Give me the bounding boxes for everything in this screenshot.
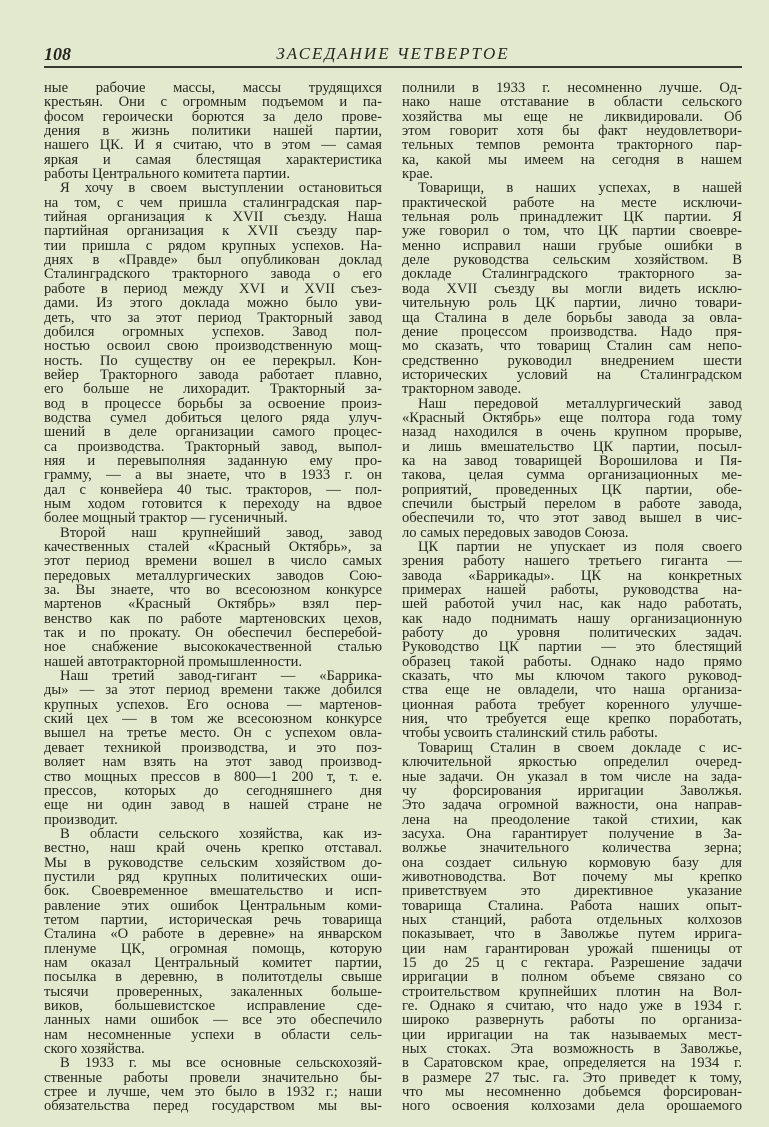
- text-line: образец такой работы. Однако надо прямо: [402, 654, 742, 670]
- text-line: широко развернуть работы по организа-: [402, 1013, 742, 1028]
- text-line: нако наше отставание в области сельского: [402, 95, 742, 110]
- text-line: нам оказал Центральный комитет партии,: [44, 955, 382, 971]
- paragraph: [44, 827, 382, 1057]
- paragraph: [44, 526, 382, 669]
- running-title: ЗАСЕДАНИЕ ЧЕТВЕРТОЕ: [276, 44, 510, 63]
- text-line: дение процессом производства. Надо пря-: [402, 324, 742, 340]
- text-line: ка, какой мы имеем на сегодня в нашем: [402, 152, 742, 168]
- text-line: назад находился в очень крупном прорыве,: [402, 425, 742, 440]
- text-line: тетом партии, историческая речь товарища: [44, 912, 382, 928]
- text-line: водства сумел добиться целого ряда улуч-: [44, 410, 382, 426]
- text-line: этом говорит хотя бы факт неудовлетвори-: [402, 124, 742, 139]
- text-line: животноводства. Вот почему мы крепко: [402, 869, 742, 885]
- text-line: как надо поднимать нашу организационную: [402, 611, 742, 627]
- text-line: ностью освоил свою производственную мощ-: [44, 339, 382, 354]
- text-line: фосом героически борются за дело прове-: [44, 109, 382, 125]
- text-line: зрения работу нашего третьего гиганта —: [402, 554, 742, 569]
- text-line: вод в процессе борьбы за освоение произ-: [44, 396, 382, 411]
- text-line: мо сказать, что товарищ Сталин сам непо-: [402, 339, 742, 354]
- text-line: хозяйства мы еще не ликвидировали. Об: [402, 109, 742, 125]
- text-line: венство как по работе мартеновских цехов,: [44, 611, 382, 627]
- text-line: крестьян. Они с огромным подъемом и па-: [44, 95, 382, 110]
- text-line: вестно, наш край очень крепко отставал.: [44, 841, 382, 856]
- text-line: Товарищ Сталин в своем докладе с ис-: [418, 740, 742, 756]
- text-line: ных стоках. Эта возможность в Заволжье,: [402, 1042, 742, 1057]
- text-line: вышел на третье место. Он с успехом овла-: [44, 726, 382, 741]
- text-line: шений в деле организации самого процес-: [44, 425, 382, 440]
- page-header: [44, 44, 742, 68]
- text-line: она создает сильную кормовую базу для: [402, 855, 742, 870]
- text-line: ирригации в полном объеме связано со: [402, 970, 742, 985]
- text-line: обязательства перед государством мы вы-: [44, 1099, 382, 1114]
- text-line: ния, что требуется еще крепко поработать,: [402, 712, 742, 727]
- text-line: деть, что за этот период Тракторный завод: [44, 310, 382, 325]
- text-line: так и по прокату. Он обеспечил бесперебой-: [44, 626, 382, 641]
- text-line: ща Сталина в деле борьбы завода за овла-: [402, 310, 742, 325]
- text-line: ды» — за этот период времени также добился: [44, 683, 382, 698]
- text-line: Сталина «О работе в деревне» на январском: [44, 927, 382, 942]
- text-line: практической работе на месте исключи-: [402, 195, 742, 211]
- text-line: яркая и самая блестящая характеристика: [44, 152, 382, 168]
- paragraph: [44, 669, 382, 827]
- text-line: шей работой учил нас, как надо работать,: [402, 597, 742, 612]
- text-line: работы Центрального комитета партии.: [44, 167, 291, 182]
- text-line: за. Вы знаете, что во всесоюзном конкурсе: [44, 583, 382, 598]
- text-column-right: [402, 81, 742, 1114]
- text-line: ных станций, работа отдельных колхозов: [402, 912, 742, 928]
- text-line: передовых металлургических заводов Сою-: [44, 568, 382, 584]
- text-line: ные задачи. Он указал в том числе на зада-: [402, 769, 742, 784]
- text-line: чительную роль ЦК партии, лично товари-: [402, 296, 742, 311]
- text-line: спечили быстрый перелом в работе завода,: [402, 496, 742, 512]
- text-line: и лишь вмешательство ЦК партии, посыл-: [402, 439, 742, 454]
- text-line: лена на преодоление такой стихии, как: [402, 812, 742, 827]
- text-line: В 1933 г. мы все основные сельскохозяй-: [60, 1056, 382, 1071]
- text-line: качественных сталей «Красный Октябрь», за: [44, 540, 382, 555]
- paragraph: [402, 397, 742, 540]
- text-line: ского хозяйства.: [44, 1042, 145, 1057]
- paragraph: [402, 81, 742, 181]
- text-line: нам несомненные успехи в области сель-: [44, 1027, 382, 1043]
- text-line: ключительной яркостью определил очеред-: [402, 755, 742, 770]
- text-line: ным ходом готовится к переходу на вдвое: [44, 496, 382, 512]
- text-line: крупных успехов. Его основа — мартенов-: [44, 697, 382, 713]
- text-line: тракторном заводе.: [402, 382, 522, 397]
- text-line: его больше не лихорадит. Тракторный за-: [44, 382, 382, 397]
- text-line: ЦК партии не упускает из поля своего: [418, 540, 742, 555]
- text-line: Наш передовой металлургический завод: [418, 396, 742, 411]
- text-line: вейер Тракторного завода работает плавно,: [44, 367, 382, 383]
- text-line: ге. Однако я считаю, что надо уже в 1934 г.: [402, 999, 742, 1014]
- text-line: Мы в руководстве сельским хозяйством до-: [44, 855, 382, 870]
- text-line: ланных нами ошибок — все это обеспечило: [44, 1013, 382, 1028]
- text-line: деле руководства сельским хозяйством. В: [402, 253, 742, 268]
- text-line: днях в «Правде» был опубликован доклад: [44, 253, 382, 268]
- text-line: менно исправил наши грубые ошибки в: [402, 238, 742, 254]
- text-line: нашей автотракторной промышленности.: [44, 654, 303, 670]
- text-line: волжье значительного количества зерна;: [402, 841, 742, 856]
- text-line: показывает, что в Заволжье путем ирригa-: [402, 927, 742, 942]
- paragraph: [44, 181, 382, 525]
- text-line: докладе Сталинградского тракторного за-: [402, 267, 742, 282]
- text-line: тельная роль принадлежит ЦК партии. Я: [402, 210, 742, 225]
- text-line: мартенов «Красный Октябрь» взял пер-: [44, 597, 382, 612]
- text-line: полнили в 1933 г. несомненно лучше. Од-: [402, 81, 742, 96]
- text-line: засуха. Она гарантирует получение в За-: [402, 826, 742, 842]
- text-line: Это задача огромной важности, она направ-: [402, 798, 742, 813]
- paragraph: [402, 181, 742, 396]
- text-line: тельных темпов ремонта тракторного пар-: [402, 138, 742, 153]
- text-line: са производства. Тракторный завод, выпол-: [44, 439, 382, 454]
- text-line: работу до уровня политических задач.: [402, 626, 742, 641]
- text-line: Руководство ЦК партии — это блестящий: [402, 640, 742, 655]
- text-line: пленуме ЦК, огромная помощь, которую: [44, 941, 382, 956]
- paragraph: [44, 81, 382, 181]
- text-line: завода «Баррикады». ЦК на конкретных: [402, 568, 742, 584]
- text-column-left: [44, 81, 382, 1114]
- text-line: что мы несомненно добьемся форсирован-: [402, 1085, 742, 1100]
- text-line: добился огромных успехов. Завод пол-: [44, 324, 382, 340]
- text-line: ции ирригации на так называемых мест-: [402, 1027, 742, 1043]
- text-line: сказать, что мы ключом такого руковод-: [402, 669, 742, 684]
- text-line: Наш третий завод-гигант — «Баррика-: [60, 669, 382, 684]
- text-line: товарища Сталина. Работа наших опыт-: [402, 898, 742, 913]
- text-line: ство мощных прессов в 800—1 200 т, т. е.: [44, 769, 382, 784]
- text-line: девает техникой производства, и это поз-: [44, 740, 382, 756]
- text-line: нашего ЦК. И я считаю, что в этом — самая: [44, 138, 382, 153]
- text-line: более мощный трактор — гусеничный.: [44, 511, 288, 526]
- text-line: в размере 27 тыс. га. Это приведет к тому,: [402, 1070, 742, 1086]
- text-line: этот период времени вошел в число самых: [44, 554, 382, 569]
- text-line: тийная организация к XVII съезду. Наша: [44, 210, 382, 225]
- text-line: такова, целая сумма организационных ме-: [402, 468, 742, 483]
- text-line: чтобы усвоить сталинский стиль работы.: [402, 726, 658, 741]
- text-line: на том, с чем пришла сталинградская пар-: [44, 195, 382, 211]
- text-line: ка на завод товарищей Ворошилова и Пя-: [402, 453, 742, 469]
- text-line: дал с конвейера 40 тыс. тракторов, — пол-: [44, 482, 382, 497]
- text-line: обеспечили то, что этот завод вышел в чис-: [402, 511, 742, 526]
- text-line: дами. Из этого доклада можно было уви-: [44, 296, 382, 311]
- text-line: бок. Своевременное вмешательство и исп-: [44, 884, 382, 899]
- text-line: тысячи проверенных, закаленных больше-: [44, 984, 382, 999]
- text-line: «Красный Октябрь» еще полтора года тому: [402, 410, 742, 426]
- text-line: еще ни один завод в нашей стране не: [44, 798, 382, 813]
- text-line: ного освоения колхозами дела орошаемого: [402, 1099, 742, 1114]
- paragraph: [44, 1056, 382, 1113]
- text-line: стрее и лучше, чем это было в 1932 г.; наши: [44, 1085, 382, 1100]
- text-line: воляет нам взять на этот завод производ-: [44, 755, 382, 770]
- text-line: няя и перевыполняя заданную ему про-: [44, 453, 382, 469]
- text-line: в Саратовском крае, определяется на 1934 г.: [402, 1056, 742, 1071]
- text-line: приветствуем это директивное указание: [402, 884, 742, 899]
- text-line: ность. По существу он ее перекрыл. Кон-: [44, 353, 382, 368]
- text-line: строительством крупнейших плотин на Вол-: [402, 984, 742, 999]
- text-line: крае.: [402, 167, 433, 182]
- text-line: Товарищи, в наших успехах, в нашей: [418, 181, 742, 196]
- text-line: пустили ряд крупных политических оши-: [44, 869, 382, 885]
- text-line: работе в период между XVI и XVII съез-: [44, 281, 382, 297]
- text-line: ственные работы провели значительно бы-: [44, 1070, 382, 1086]
- text-line: уже говорил о том, что ЦК партии своевре-: [402, 224, 742, 239]
- text-line: ные рабочие массы, массы трудящихся: [44, 81, 382, 96]
- text-line: Я хочу в своем выступлении остановиться: [60, 181, 382, 196]
- text-line: исторических условий на Сталинградском: [402, 367, 742, 383]
- text-line: Второй наш крупнейший завод, завод: [60, 525, 382, 540]
- text-line: прессов, которых до сегодняшнего дня: [44, 783, 382, 799]
- text-line: ства еще не овладели, что наша организа-: [402, 683, 742, 698]
- paragraph: [402, 540, 742, 741]
- text-line: грамму, — а вы знаете, что в 1933 г. он: [44, 468, 382, 483]
- text-line: чу форсирования ирригации Заволжья.: [402, 783, 742, 799]
- text-line: В области сельского хозяйства, как из-: [60, 826, 382, 842]
- text-line: партийная организация к XVII съезду пар-: [44, 224, 382, 239]
- text-line: равление этих ошибок Центральным коми-: [44, 898, 382, 913]
- text-line: производит.: [44, 812, 118, 827]
- text-line: ное снабжение высококачественной сталью: [44, 640, 382, 655]
- text-line: вода XVII съезду вы могли видеть исклю-: [402, 281, 742, 297]
- text-line: посылка в деревню, в политотделы свыше: [44, 970, 382, 985]
- text-line: примерах нашей работы, руководства на-: [402, 583, 742, 598]
- text-line: ло самых передовых заводов Союза.: [402, 525, 629, 540]
- text-line: дения в жизнь политики нашей партии,: [44, 124, 382, 139]
- page-number: 108: [44, 44, 71, 64]
- text-line: средственно руководил внедрением шести: [402, 353, 742, 368]
- text-line: виков, большевистское исправление сде-: [44, 999, 382, 1014]
- text-line: ский цех — в том же всесоюзном конкурсе: [44, 712, 382, 727]
- text-line: 15 до 25 ц с гектара. Разрешение задачи: [402, 955, 742, 971]
- text-line: ционная работа требует коренного улучше-: [402, 697, 742, 713]
- text-line: Сталинградского тракторного завода о его: [44, 267, 382, 282]
- text-line: тии пришла с рядом крупных успехов. На-: [44, 238, 382, 254]
- text-line: роприятий, проведенных ЦК партии, обе-: [402, 482, 742, 497]
- paragraph: [402, 741, 742, 1114]
- text-line: ции нам гарантирован урожай пшеницы от: [402, 941, 742, 956]
